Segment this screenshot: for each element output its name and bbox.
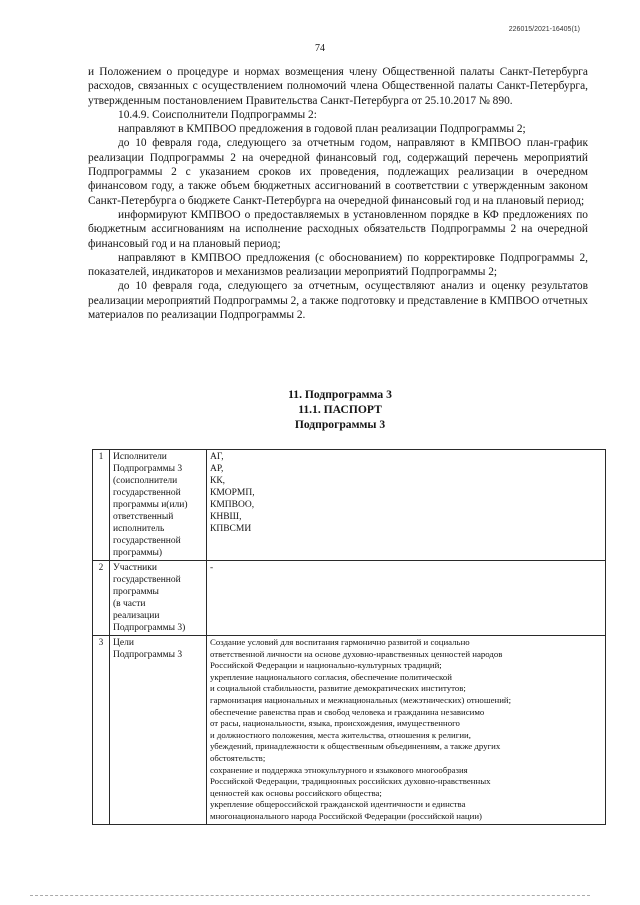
row-name-line: Подпрограммы 3) <box>113 623 186 633</box>
section-heading <box>0 387 640 432</box>
row-number: 3 <box>93 636 110 825</box>
value-line: обстоятельств; <box>210 752 266 763</box>
passport-table <box>92 449 606 825</box>
row-name-line: (в части <box>113 599 146 609</box>
value-line: - <box>210 563 214 573</box>
value-line: Российской Федерации и национально-культурных традиций; <box>210 660 442 671</box>
row-value <box>207 450 606 561</box>
heading-line: Подпрограммы 3 <box>294 418 386 431</box>
value-line: Российской Федерации, традиционных российских духовно-нравственных <box>210 776 491 787</box>
paragraph: до 10 февраля года, следующего за отчетным, осуществляют анализ и оценку результатов реализации мероприятий Подпрограммы 2, а также подготовку и представление в КМПВОО отчетных материалов по реализации Подпрограммы 2. <box>88 280 588 322</box>
row-name <box>110 450 207 561</box>
value-line: многонационального народа Российской Федерации (российской нации) <box>210 810 482 821</box>
value-line: Создание условий для воспитания гармонично развитой и социально <box>210 637 470 647</box>
row-value <box>207 636 606 825</box>
row-name-line: государственной <box>113 536 181 546</box>
value-line: укрепление национального согласия, обеспечение политической <box>210 671 452 682</box>
table-row <box>93 636 606 825</box>
row-name-line: исполнитель <box>113 524 165 534</box>
heading-line: 11. Подпрограмма 3 <box>288 388 392 401</box>
page-number: 74 <box>315 43 325 54</box>
value-line: КК, <box>210 476 226 486</box>
value-line: укрепление общероссийской гражданской идентичности и единства <box>210 799 466 810</box>
row-name-line: Участники <box>113 563 157 573</box>
value-line: сохранение и поддержка этнокультурного и языкового многообразия <box>210 764 468 775</box>
row-name-line: программы и(или) <box>113 500 188 510</box>
body-text <box>88 65 588 322</box>
paragraph: 10.4.9. Соисполнители Подпрограммы 2: <box>118 108 317 121</box>
value-line: КПВСМИ <box>210 524 252 534</box>
row-name-line: программы <box>113 587 159 597</box>
row-name-line: реализации <box>113 611 160 621</box>
row-name-line: Подпрограммы 3 <box>113 650 183 660</box>
value-line: и должностного положения, места жительства, отношения к религии, <box>210 729 471 740</box>
value-line: убеждений, принадлежности к общественным объединениям, а также других <box>210 741 501 752</box>
value-line: КМОРМП, <box>210 488 255 498</box>
row-name-line: Исполнители <box>113 452 167 462</box>
value-line: КНВШ, <box>210 512 242 522</box>
value-line: и социальной стабильности, развитие демократических институтов; <box>210 683 466 694</box>
row-name-line: государственной <box>113 575 181 585</box>
row-name-line: ответственный <box>113 512 174 522</box>
row-name <box>110 561 207 636</box>
document-number: 226015/2021-16405(1) <box>508 26 580 33</box>
heading-line: 11.1. ПАСПОРТ <box>298 403 382 416</box>
row-number: 1 <box>93 450 110 561</box>
value-line: гармонизация национальных и межнациональных (межэтнических) отношений; <box>210 694 512 705</box>
table-row <box>93 561 606 636</box>
table-row <box>93 450 606 561</box>
paragraph: до 10 февраля года, следующего за отчетным годом, направляют в КМПВОО план-график реализации Подпрограммы 2 на очередной финансовый год, содержащий перечень мероприятий Подпрограммы 2 с указанием сроков их проведения, подлежащих реализации в очередном финансовом году, а также объем бюджетных ассигнований в соответствии с утвержденным законом Санкт-Петербурга о бюджете Санкт-Петербурга на очередной финансовый год и на плановый период; <box>88 137 588 207</box>
value-line: КМПВОО, <box>210 500 255 510</box>
row-value <box>207 561 606 636</box>
paragraph: направляют в КМПВОО предложения в годовой план реализации Подпрограммы 2; <box>118 123 526 136</box>
row-name-line: Цели <box>113 638 134 648</box>
value-line: ответственной личности на основе духовно-нравственных ценностей народов <box>210 648 503 659</box>
scan-edge-line <box>30 895 590 896</box>
row-name-line: Подпрограммы 3 <box>113 464 183 474</box>
row-name <box>110 636 207 825</box>
row-number: 2 <box>93 561 110 636</box>
paragraph: информируют КМПВОО о предоставляемых в установленном порядке в КФ предложениях по бюджетным ассигнованиям на исполнение расходных обязательств Подпрограммы 2 на очередной финансовый год и на плановый период; <box>88 208 588 250</box>
value-line: АГ, <box>210 452 224 462</box>
value-line: АР, <box>210 464 224 474</box>
value-line: от расы, национальности, языка, происхождения, имущественного <box>210 718 460 729</box>
value-line: обеспечение равенства прав и свобод человека и гражданина независимо <box>210 706 485 717</box>
row-name-line: (соисполнители <box>113 476 178 486</box>
paragraph: направляют в КМПВОО предложения (с обоснованием) по корректировке Подпрограммы 2, показателей, индикаторов и механизмов реализации мероприятий Подпрограммы 2; <box>88 251 588 279</box>
value-line: ценностей как основы российского общества; <box>210 787 382 798</box>
paragraph: и Положением о процедуре и нормах возмещения члену Общественной палаты Санкт-Петербурга расходов, связанных с осуществлением полномочий члена Общественной палаты Санкт-Петербурга, утвержденным постановлением Правительства Санкт-Петербурга от 25.10.2017 № 890. <box>88 66 588 107</box>
row-name-line: программы) <box>113 548 163 558</box>
row-name-line: государственной <box>113 488 181 498</box>
